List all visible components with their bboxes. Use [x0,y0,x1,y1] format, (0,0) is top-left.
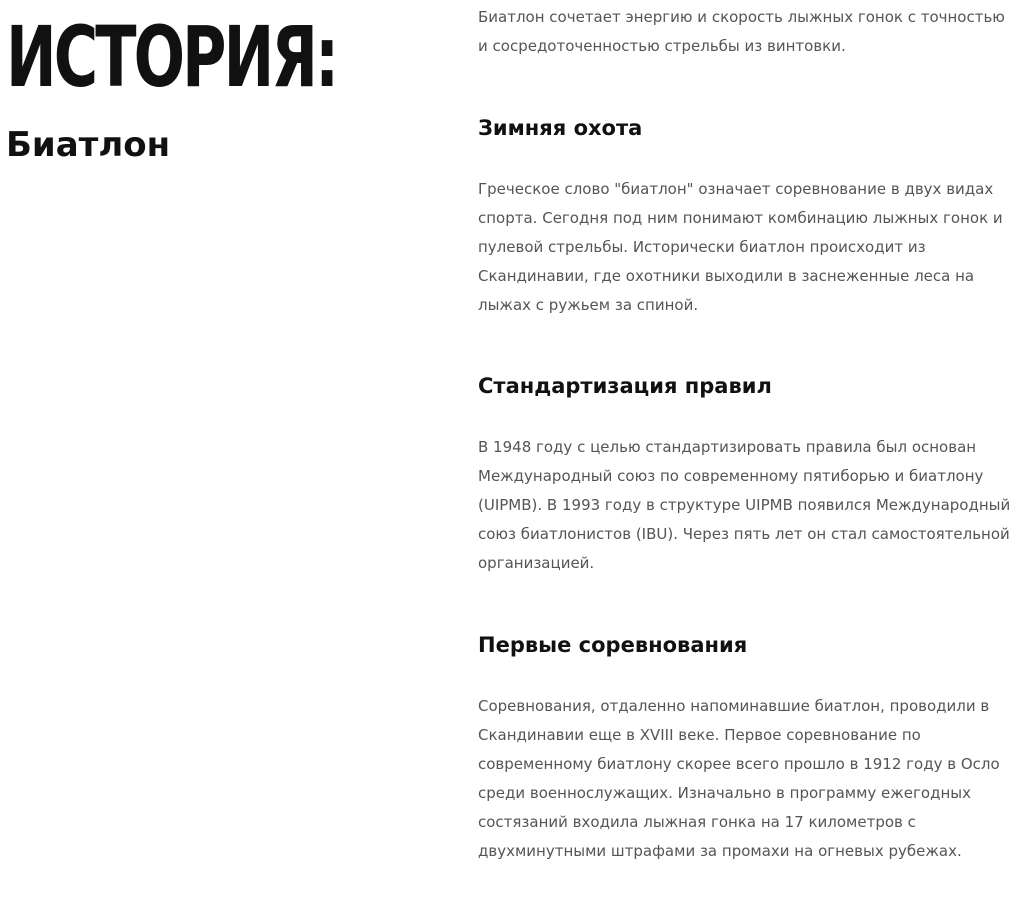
page-subtitle: Биатлон [6,125,171,165]
section-rules-standardization [478,371,1018,578]
section-paragraph: Греческое слово "биатлон" означает соревнование в двух видах спорта. Сегодня под ним понимают комбинацию лыжных гонок и пулевой стрельбы. Исторически биатлон происходит из Скандинавии, где охотники выходили в заснеженные леса на лыжах с ружьем за спиной. [478,180,1003,314]
section-heading: Стандартизация правил [478,374,772,398]
section-heading: Первые соревнования [478,633,748,657]
section-paragraph: В 1948 году с целью стандартизировать правила был основан Международный союз по современному пятиборью и биатлону (UIPMB). В 1993 году в структуре UIPMB появился Международный союз биатлонистов (IBU). Через пять лет он стал самостоятельной организацией. [478,438,1011,572]
section-heading: Зимняя охота [478,116,643,140]
intro-paragraph: Биатлон сочетает энергию и скорость лыжных гонок с точностью и сосредоточенностью стрельбы из винтовки. [478,8,1005,55]
page-title: ИСТОРИЯ: [6,8,337,106]
section-winter-hunting [478,113,1018,320]
section-paragraph: Соревнования, отдаленно напоминавшие биатлон, проводили в Скандинавии еще в XVIII веке. Первое соревнование по современному биатлону скорее всего прошло в 1912 году в Осло среди военнослужащих. Изначально в программу ежегодных состязаний входила лыжная гонка на 17 километров с двухминутными штрафами за промахи на огневых рубежах. [478,697,1000,860]
section-first-competitions [478,630,1018,866]
left-column [6,0,446,165]
